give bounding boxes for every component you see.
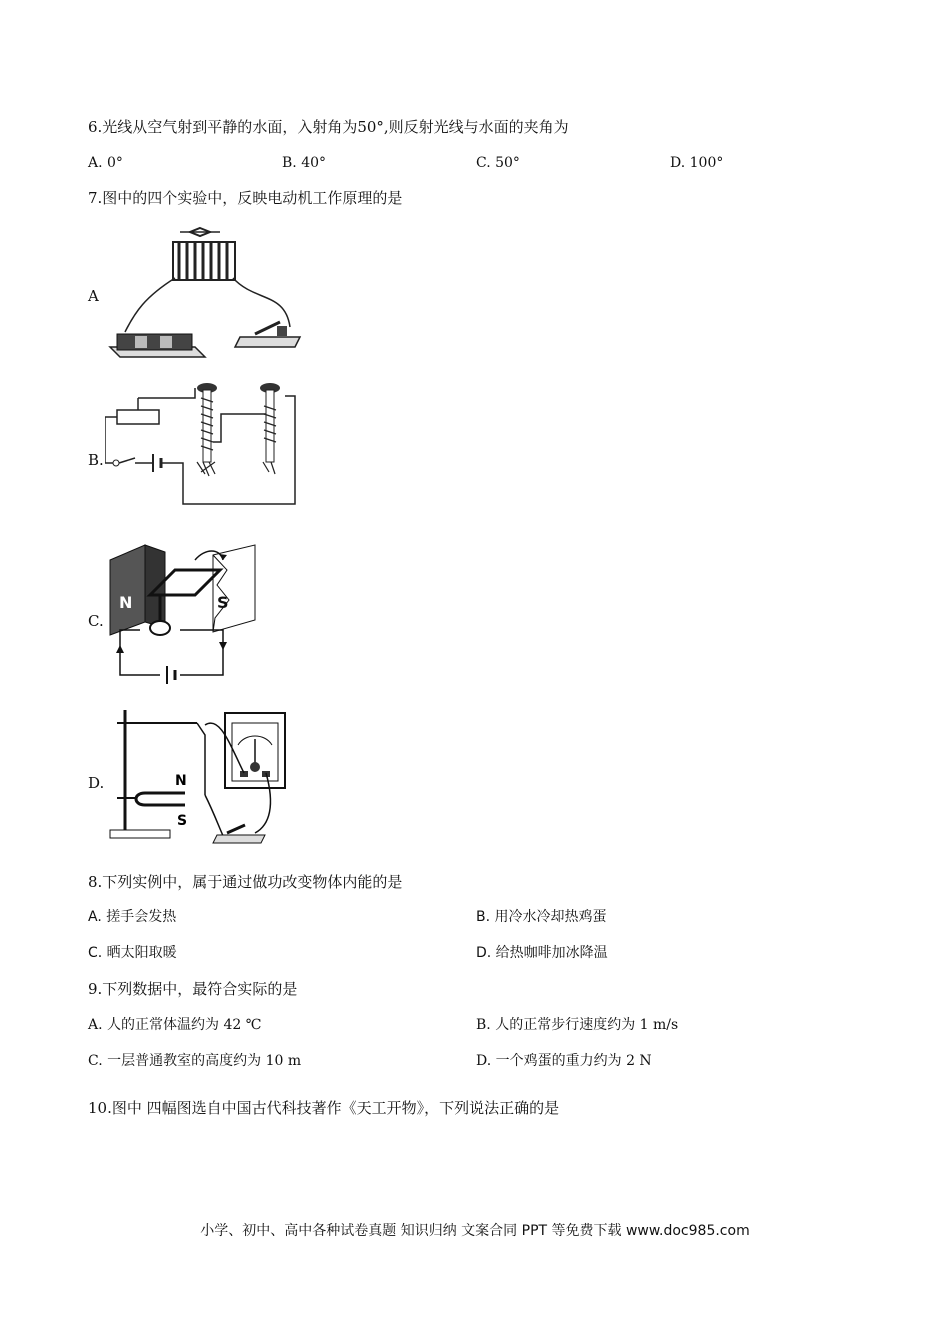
q6-option-a: A. 0° [88, 155, 123, 171]
page-footer: 小学、初中、高中各种试卷真题 知识归纳 文案合同 PPT 等免费下载 www.doc985.com [200, 1223, 750, 1239]
q7-label-b: B. [88, 451, 104, 469]
q8-option-a: A. 搓手会发热 [88, 909, 177, 925]
q9-option-b: B. 人的正常步行速度约为 1 m/s [476, 1017, 679, 1033]
q6-option-d: D. 100° [670, 155, 724, 171]
q7-label-a: A [88, 287, 99, 305]
q7-figure-b [105, 378, 300, 508]
q7-figure-d [105, 705, 300, 850]
q9-option-c: C. 一层普通教室的高度约为 10 m [88, 1053, 302, 1069]
magnet-n-label-d: N [175, 773, 187, 789]
q6-stem: 6.光线从空气射到平静的水面，入射角为50°,则反射光线与水面的夹角为 [88, 118, 569, 136]
q6-option-b: B. 40° [282, 155, 327, 171]
magnet-s-label-d: S [177, 813, 188, 829]
q7-label-d: D. [88, 774, 105, 792]
q9-option-a: A. 人的正常体温约为 42 ℃ [88, 1017, 262, 1033]
q7-label-c: C. [88, 612, 104, 630]
q9-option-d: D. 一个鸡蛋的重力约为 2 N [476, 1053, 652, 1069]
magnet-s-label: S [217, 593, 229, 612]
q8-stem: 8.下列实例中，属于通过做功改变物体内能的是 [88, 873, 403, 891]
q6-option-c: C. 50° [476, 155, 520, 171]
magnet-n-label: N [119, 593, 133, 612]
q7-figure-c [105, 540, 265, 690]
q7-stem: 7.图中的四个实验中，反映电动机工作原理的是 [88, 189, 403, 207]
q10-stem: 10.图中 四幅图选自中国古代科技著作《天工开物》，下列说法正确的是 [88, 1099, 560, 1117]
q8-option-c: C. 晒太阳取暖 [88, 945, 177, 961]
q7-figure-a [105, 222, 305, 367]
q9-stem: 9.下列数据中，最符合实际的是 [88, 980, 298, 998]
q8-option-d: D. 给热咖啡加冰降温 [476, 945, 608, 961]
q8-option-b: B. 用冷水冷却热鸡蛋 [476, 909, 607, 925]
